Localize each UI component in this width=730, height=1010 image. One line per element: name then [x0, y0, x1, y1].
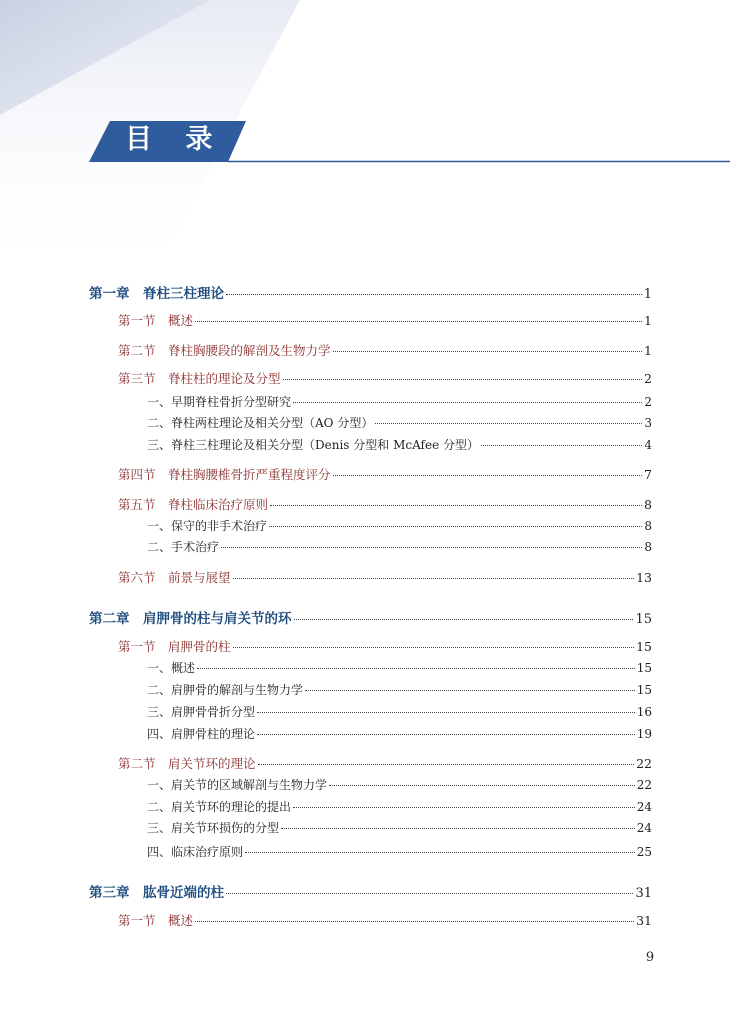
toc-section-entry[interactable] [118, 495, 652, 513]
dot-leader [283, 379, 643, 380]
toc-entry-page: 1 [644, 343, 652, 358]
toc-entry-label: 二、肩关节环的理论的提出 [147, 800, 292, 814]
toc-sub-entry[interactable] [147, 725, 652, 742]
dot-leader [257, 712, 635, 713]
toc-entry-label: 第一章 脊柱三柱理论 [89, 286, 224, 302]
toc-entry-label: 第四节 脊柱胸腰椎骨折严重程度评分 [118, 467, 331, 482]
toc-sub-entry[interactable] [147, 436, 652, 453]
toc-sub-entry[interactable] [147, 703, 652, 720]
dot-leader [333, 351, 643, 352]
header-decoration [0, 0, 730, 280]
toc-entry-page: 8 [644, 540, 652, 554]
dot-leader [329, 785, 635, 786]
toc-sub-entry[interactable] [147, 681, 652, 698]
toc-entry-label: 第三节 脊柱柱的理论及分型 [118, 371, 281, 386]
toc-entry-page: 8 [644, 519, 652, 533]
toc-section-entry[interactable] [118, 568, 652, 586]
toc-entry-page: 2 [644, 371, 652, 386]
toc-sub-entry[interactable] [147, 538, 652, 555]
toc-entry-page: 15 [636, 661, 652, 675]
dot-leader [333, 475, 643, 476]
toc-sub-entry[interactable] [147, 414, 652, 431]
toc-entry-label: 二、手术治疗 [147, 540, 220, 554]
toc-chapter-entry[interactable] [89, 282, 652, 302]
toc-sub-entry[interactable] [147, 843, 652, 860]
toc-sub-entry[interactable] [147, 776, 652, 793]
toc-entry-label: 第二章 肩胛骨的柱与肩关节的环 [89, 611, 292, 627]
toc-entry-label: 第一节 概述 [118, 313, 194, 328]
dot-leader [375, 423, 642, 424]
toc-entry-label: 二、肩胛骨的解剖与生物力学 [147, 683, 304, 697]
toc-entry-label: 第一节 肩胛骨的柱 [118, 639, 231, 654]
toc-entry-page: 15 [636, 683, 652, 697]
toc-entry-page: 15 [636, 639, 652, 654]
dot-leader [197, 668, 635, 669]
dot-leader [293, 402, 642, 403]
toc-entry-page: 22 [636, 778, 652, 792]
toc-entry-page: 8 [644, 497, 652, 512]
toc-entry-page: 2 [644, 395, 652, 409]
toc-entry-page: 3 [644, 416, 652, 430]
toc-sub-entry[interactable] [147, 517, 652, 534]
toc-entry-page: 24 [636, 800, 652, 814]
toc-entry-label: 一、早期脊柱骨折分型研究 [147, 395, 292, 409]
toc-entry-label: 一、肩关节的区域解剖与生物力学 [147, 778, 328, 792]
toc-entry-label: 第二节 脊柱胸腰段的解剖及生物力学 [118, 343, 331, 358]
toc-entry-page: 16 [636, 705, 652, 719]
toc-sub-entry[interactable] [147, 659, 652, 676]
toc-sub-entry[interactable] [147, 393, 652, 410]
dot-leader [481, 445, 642, 446]
toc-section-entry[interactable] [118, 911, 652, 929]
toc-sub-entry[interactable] [147, 798, 652, 815]
toc-entry-page: 15 [635, 612, 652, 627]
toc-entry-page: 1 [644, 313, 652, 328]
toc-section-entry[interactable] [118, 637, 652, 655]
page-title: 目 录 [125, 124, 225, 155]
dot-leader [221, 547, 642, 548]
toc-entry-label: 第一节 概述 [118, 913, 194, 928]
toc-section-entry[interactable] [118, 341, 652, 359]
dot-leader [305, 690, 635, 691]
toc-chapter-entry[interactable] [89, 881, 652, 901]
toc-entry-label: 第三章 肱骨近端的柱 [89, 885, 224, 901]
dot-leader [294, 619, 634, 620]
toc-chapter-entry[interactable] [89, 607, 652, 627]
dot-leader [281, 828, 635, 829]
toc-entry-page: 4 [644, 438, 652, 452]
toc-entry-label: 三、肩胛骨骨折分型 [147, 705, 256, 719]
dot-leader [258, 764, 635, 765]
toc-entry-page: 19 [636, 727, 652, 741]
toc-section-entry[interactable] [118, 754, 652, 772]
page-number: 9 [645, 950, 655, 965]
toc-entry-label: 四、肩胛骨柱的理论 [147, 727, 256, 741]
dot-leader [226, 294, 642, 295]
dot-leader [245, 852, 635, 853]
toc-entry-page: 7 [644, 467, 652, 482]
toc-entry-page: 24 [636, 821, 652, 835]
toc-entry-page: 25 [636, 845, 652, 859]
toc-entry-label: 第五节 脊柱临床治疗原则 [118, 497, 269, 512]
toc-entry-page: 31 [636, 913, 652, 928]
toc-section-entry[interactable] [118, 311, 652, 329]
toc-section-entry[interactable] [118, 465, 652, 483]
toc-entry-page: 22 [636, 756, 652, 771]
toc-entry-label: 二、脊柱两柱理论及相关分型（AO 分型） [147, 416, 374, 430]
toc-sub-entry[interactable] [147, 819, 652, 836]
toc-section-entry[interactable] [118, 369, 652, 387]
toc-entry-label: 一、概述 [147, 661, 196, 675]
dot-leader [226, 893, 633, 894]
dot-leader [233, 647, 635, 648]
dot-leader [233, 578, 635, 579]
toc-entry-label: 第二节 肩关节环的理论 [118, 756, 256, 771]
dot-leader [293, 807, 635, 808]
toc-entry-page: 13 [636, 570, 652, 585]
toc-entry-page: 1 [643, 287, 652, 302]
toc-entry-label: 三、肩关节环损伤的分型 [147, 821, 280, 835]
dot-leader [257, 734, 635, 735]
toc-entry-label: 三、脊柱三柱理论及相关分型（Denis 分型和 McAfee 分型） [147, 438, 479, 452]
dot-leader [195, 321, 642, 322]
toc-entry-label: 一、保守的非手术治疗 [147, 519, 268, 533]
toc-entry-label: 第六节 前景与展望 [118, 570, 231, 585]
toc-entry-label: 四、临床治疗原则 [147, 845, 244, 859]
dot-leader [269, 526, 642, 527]
dot-leader [270, 505, 642, 506]
toc-entry-page: 31 [635, 886, 652, 901]
dot-leader [195, 921, 634, 922]
